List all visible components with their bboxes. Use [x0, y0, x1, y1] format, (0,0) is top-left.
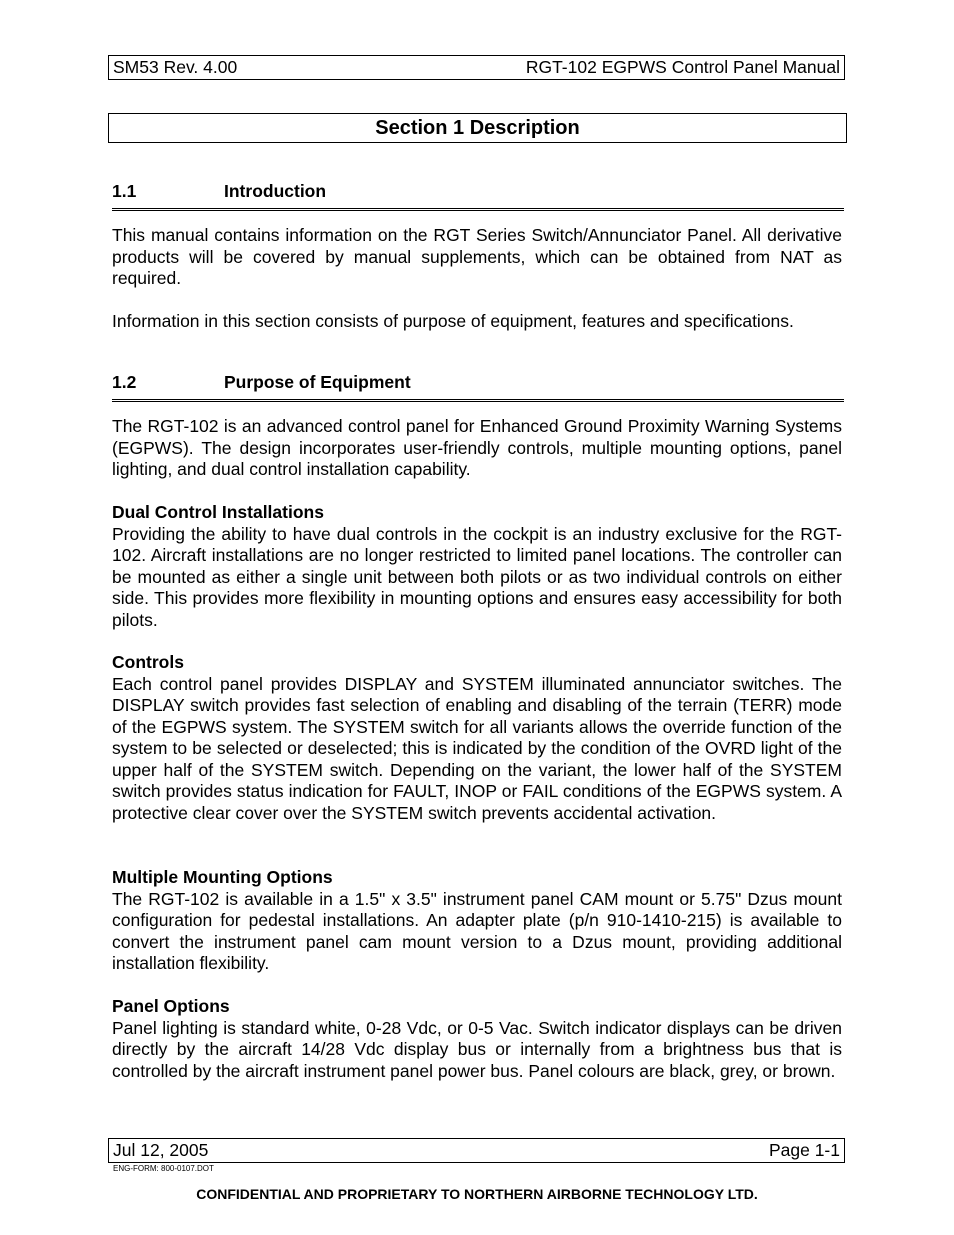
footer-page-number: Page 1-1 [768, 1140, 840, 1160]
purpose-intro-paragraph: The RGT-102 is an advanced control panel for Enhanced Ground Proximity Warning Systems (EGPWS). The design incorporates user-friendly controls, multiple mounting options, panel lighting, and dual control installation capability. [112, 416, 842, 479]
intro-paragraph-2: Information in this section consists of purpose of equipment, features and specifications. [112, 311, 794, 331]
feature-dual-control [112, 502, 842, 631]
doc-title: RGT-102 EGPWS Control Panel Manual [525, 57, 840, 77]
feature-heading: Multiple Mounting Options [112, 867, 333, 887]
doc-id: SM53 Rev. 4.00 [113, 57, 238, 77]
feature-heading: Controls [112, 652, 184, 672]
section-title-text: Section 1 Description [375, 116, 580, 139]
feature-controls [112, 652, 842, 824]
subsection-title: Introduction [224, 181, 327, 201]
confidential-notice: CONFIDENTIAL AND PROPRIETARY TO NORTHERN AIRBORNE TECHNOLOGY LTD. [196, 1186, 758, 1202]
intro-paragraph-1: This manual contains information on the RGT Series Switch/Annunciator Panel. All derivative products will be covered by manual supplements, which can be obtained from NAT as required. [112, 225, 842, 288]
page-header [108, 55, 845, 80]
subsection-heading-introduction [112, 181, 844, 211]
feature-heading: Dual Control Installations [112, 502, 324, 522]
footer-date: Jul 12, 2005 [113, 1140, 209, 1160]
subsection-title: Purpose of Equipment [224, 372, 411, 392]
subsection-heading-purpose [112, 372, 844, 402]
feature-mounting-options [112, 867, 842, 975]
subsection-number: 1.1 [112, 181, 137, 201]
feature-text: The RGT-102 is available in a 1.5" x 3.5" instrument panel CAM mount or 5.75" Dzus mount configuration for pedestal installations. An adapter plate (p/n 910-1410-215) is available to convert the instrument panel cam mount version to a Dzus mount, providing additional installation flexibility. [112, 888, 842, 973]
feature-heading: Panel Options [112, 996, 230, 1016]
form-id: ENG-FORM: 800-0107.DOT [113, 1164, 214, 1173]
feature-panel-options [112, 996, 842, 1082]
feature-text: Panel lighting is standard white, 0-28 Vdc, or 0-5 Vac. Switch indicator displays can be driven directly by the aircraft 14/28 Vdc display bus or internally from a brightness bus that is controlled by the aircraft instrument panel power bus. Panel colours are black, grey, or brown. [112, 1017, 842, 1081]
feature-text: Each control panel provides DISPLAY and SYSTEM illuminated annunciator switches. The DISPLAY switch provides fast selection of enabling and disabling of the terrain (TERR) mode of the EGPWS system. The SYSTEM switch for all variants allows the override function of the system to be selected or deselected; this is indicated by the condition of the OVRD light of the upper half of the SYSTEM switch. Depending on the variant, the lower half of the SYSTEM switch provides status indication for FAULT, INOP or FAIL conditions of the EGPWS system. A protective clear cover over the SYSTEM switch prevents accidental activation. [112, 673, 842, 823]
page-footer [108, 1138, 845, 1163]
section-title [108, 113, 847, 143]
feature-text: Providing the ability to have dual controls in the cockpit is an industry exclusive for the RGT-102. Aircraft installations are no longer restricted to limited panel locations. The controller can be mounted as either a single unit between both pilots or as two individual controls on either side. This provides more flexibility in mounting options and ensures easy accessibility for both pilots. [112, 523, 842, 630]
subsection-number: 1.2 [112, 372, 137, 392]
